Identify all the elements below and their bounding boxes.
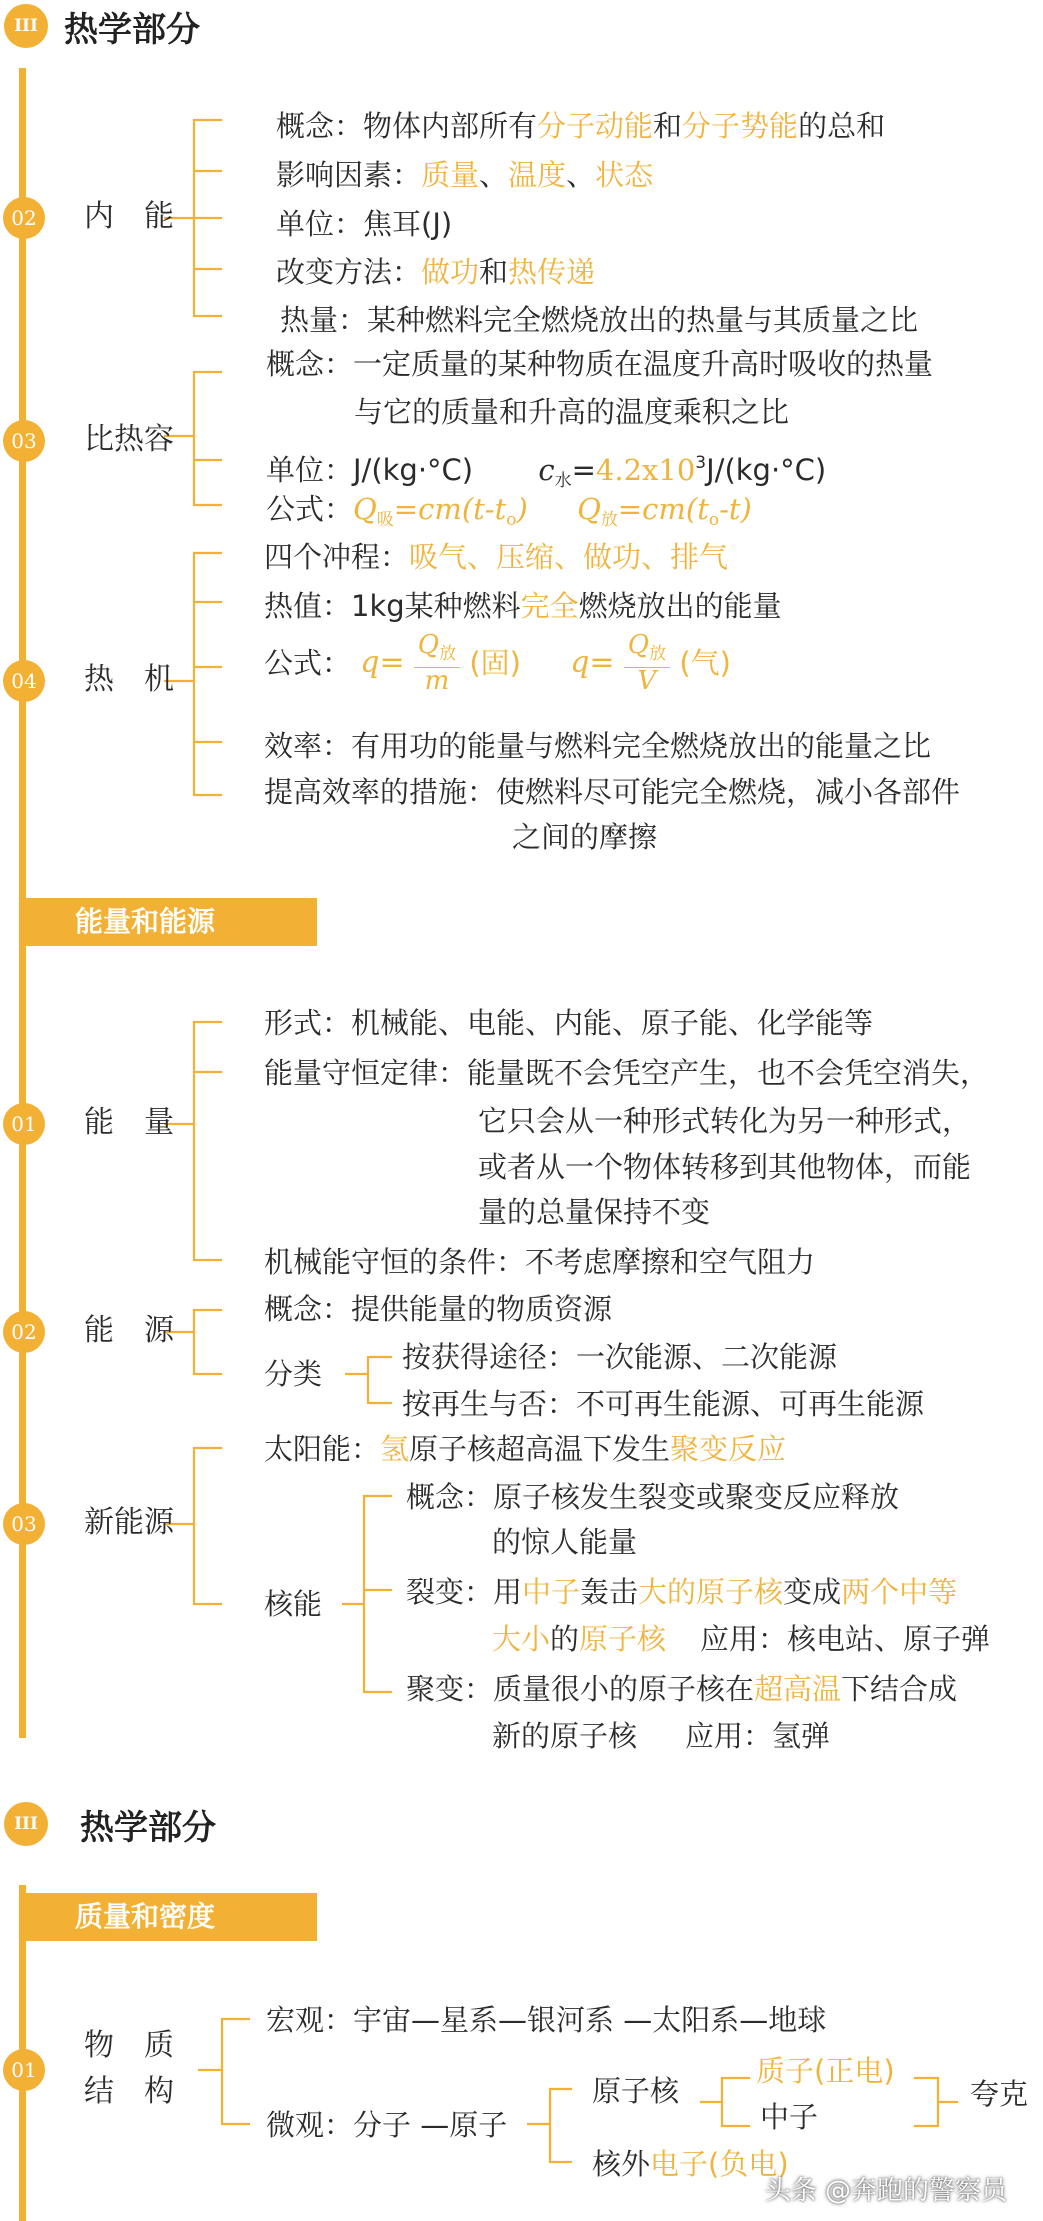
text-line: 质子(正电) xyxy=(756,2054,895,2088)
section-icon: III xyxy=(4,4,48,48)
topic-label: 结 构 xyxy=(84,2074,174,2109)
text-line: 形式：机械能、电能、内能、原子能、化学能等 xyxy=(264,1006,874,1040)
text-line: 概念：提供能量的物质资源 xyxy=(264,1292,613,1326)
text-line: 概念：物体内部所有分子动能和分子势能的总和 xyxy=(276,109,886,143)
text-line: 能量守恒定律：能量既不会凭空产生，也不会凭空消失， xyxy=(264,1056,990,1090)
formula-line: 公式： q= $\frac{Q_放}{m}$ (固) q= $\frac{Q_放}{V}$ (气) xyxy=(264,630,731,696)
text-line: 热量：某种燃料完全燃烧放出的热量与其质量之比 xyxy=(280,303,919,337)
topic-label: 能 量 xyxy=(84,1105,174,1140)
text-line: 单位：J/(kg·°C) $c_水=4.2x10^3J/(kg\cdot^\circ C)$ xyxy=(266,453,827,491)
section-number-badge: 01 xyxy=(3,2049,45,2091)
section-number-badge: 03 xyxy=(3,1503,45,1545)
section-number-badge: 04 xyxy=(3,660,45,702)
topic-label: 物 质 xyxy=(84,2028,174,2063)
category-banner: 质量和密度 xyxy=(25,1893,317,1941)
text-line: 与它的质量和升高的温度乘积之比 xyxy=(354,395,790,429)
text-line: 夸克 xyxy=(970,2077,1029,2111)
text-line: 太阳能：氢原子核超高温下发生聚变反应 xyxy=(264,1432,787,1466)
text-line: 影响因素：质量、温度、状态 xyxy=(276,158,654,192)
section-number-badge: 02 xyxy=(3,1311,45,1353)
text-line: 之间的摩擦 xyxy=(512,820,658,854)
text-line: 提高效率的措施：使燃料尽可能完全燃烧，减小各部件 xyxy=(264,775,961,809)
text-line: 概念：一定质量的某种物质在温度升高时吸收的热量 xyxy=(266,347,934,381)
section-icon: III xyxy=(4,1802,48,1846)
section-title: 热学部分 xyxy=(80,1808,216,1848)
text-line: 分类 xyxy=(264,1357,323,1391)
text-line: 中子 xyxy=(760,2100,819,2134)
topic-label: 热 机 xyxy=(84,662,174,697)
text-line: 裂变：用中子轰击大的原子核变成两个中等 xyxy=(406,1575,958,1609)
text-line: 单位：焦耳(J) xyxy=(276,207,453,241)
text-line: 量的总量保持不变 xyxy=(478,1195,711,1229)
section-number-badge: 02 xyxy=(3,197,45,239)
text-line: 核能 xyxy=(264,1587,323,1621)
text-line: 原子核 xyxy=(592,2074,680,2108)
text-line: 效率：有用功的能量与燃料完全燃烧放出的能量之比 xyxy=(264,729,932,763)
topic-label: 能 源 xyxy=(84,1313,174,1348)
section-title: 热学部分 xyxy=(64,10,200,50)
text-line: 按获得途径：一次能源、二次能源 xyxy=(402,1340,838,1374)
topic-label: 新能源 xyxy=(84,1505,174,1540)
text-line: 大小的原子核 应用：核电站、原子弹 xyxy=(492,1622,991,1656)
watermark: 头条 @奔跑的警察员 xyxy=(764,2176,1007,2206)
text-line: 按再生与否：不可再生能源、可再生能源 xyxy=(402,1387,925,1421)
category-banner: 能量和能源 xyxy=(25,898,317,946)
topic-label: 内 能 xyxy=(84,199,174,234)
text-line: 四个冲程：吸气、压缩、做功、排气 xyxy=(264,540,729,574)
text-line: 概念：原子核发生裂变或聚变反应释放 xyxy=(406,1480,900,1514)
text-line: 公式：$Q_吸=cm(t-t_o)$ $Q_放=cm(t_o-t)$ xyxy=(266,492,752,530)
text-line: 热值：1kg某种燃料完全燃烧放出的能量 xyxy=(264,589,782,623)
text-line: 核外电子(负电) xyxy=(592,2147,789,2181)
text-line: 微观：分子 —原子 xyxy=(266,2108,508,2142)
text-line: 聚变：质量很小的原子核在超高温下结合成 xyxy=(406,1672,958,1706)
text-line: 改变方法：做功和热传递 xyxy=(276,255,596,289)
text-line: 或者从一个物体转移到其他物体，而能 xyxy=(478,1150,972,1184)
topic-label: 比热容 xyxy=(84,422,174,457)
text-line: 机械能守恒的条件：不考虑摩擦和空气阻力 xyxy=(264,1245,816,1279)
text-line: 它只会从一种形式转化为另一种形式， xyxy=(478,1104,972,1138)
text-line: 宏观：宇宙—星系—银河系 —太阳系—地球 xyxy=(266,2003,827,2037)
section-number-badge: 03 xyxy=(3,420,45,462)
text-line: 新的原子核 应用：氢弹 xyxy=(492,1719,831,1753)
text-line: 的惊人能量 xyxy=(492,1525,638,1559)
section-number-badge: 01 xyxy=(3,1103,45,1145)
